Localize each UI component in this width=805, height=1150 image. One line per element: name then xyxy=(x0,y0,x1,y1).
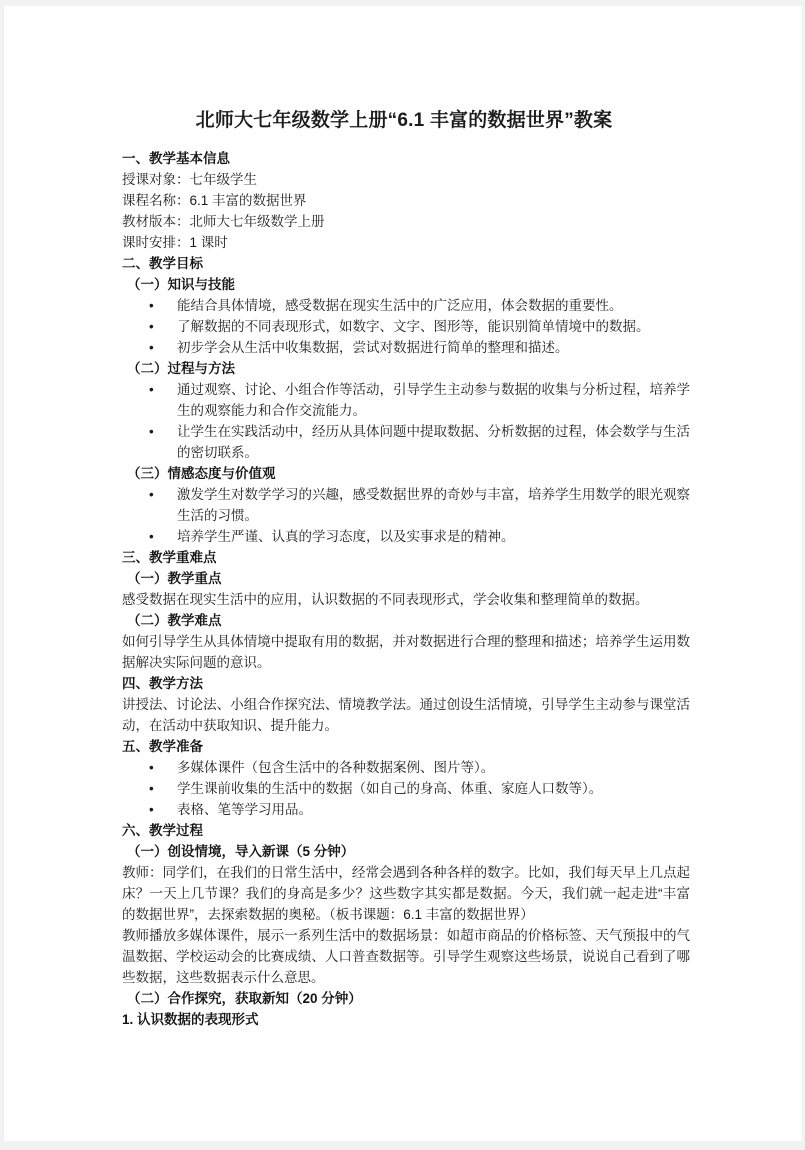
bullet-dot-icon: • xyxy=(149,781,154,796)
list-item-text: 表格、笔等学习用品。 xyxy=(177,802,312,817)
subsection-heading: （二）教学难点 xyxy=(127,613,222,628)
section-heading: 一、教学基本信息 xyxy=(122,151,230,166)
list-item xyxy=(118,421,690,463)
paragraph: 教师播放多媒体课件，展示一系列生活中的数据场景：如超市商品的价格标签、天气预报中的气温数据、学校运动会的比赛成绩、人口普查数据等。引导学生观察这些场景，说说自己看到了哪些数据，这些数据表示什么意思。 xyxy=(122,928,690,985)
bullet-list xyxy=(118,295,690,358)
info-field xyxy=(118,190,690,211)
info-field-value: 6.1 丰富的数据世界 xyxy=(189,193,307,208)
section-heading: 二、教学目标 xyxy=(122,256,203,271)
subsection-heading: （三）情感态度与价值观 xyxy=(127,466,276,481)
bullet-dot-icon: • xyxy=(149,298,154,313)
list-item-text: 能结合具体情境，感受数据在现实生活中的广泛应用，体会数据的重要性。 xyxy=(177,298,623,313)
bullet-dot-icon: • xyxy=(149,340,154,355)
info-field-value: 七年级学生 xyxy=(189,172,257,187)
list-item xyxy=(118,295,690,316)
bullet-dot-icon: • xyxy=(149,487,154,502)
info-field xyxy=(118,169,690,190)
subsection-heading: （二）过程与方法 xyxy=(127,361,235,376)
list-item xyxy=(118,484,690,526)
list-item-text: 了解数据的不同表现形式，如数字、文字、图形等，能识别简单情境中的数据。 xyxy=(177,319,650,334)
list-item xyxy=(118,778,690,799)
list-item-text: 初步学会从生活中收集数据，尝试对数据进行简单的整理和描述。 xyxy=(177,340,569,355)
info-field xyxy=(118,211,690,232)
list-item-text: 让学生在实践活动中，经历从具体问题中提取数据、分析数据的过程，体会数学与生活的密切联系。 xyxy=(177,424,690,460)
page-title: 北师大七年级数学上册“6.1 丰富的数据世界”教案 xyxy=(195,110,613,131)
bullet-list xyxy=(118,379,690,463)
document-body xyxy=(118,148,690,1030)
list-item-text: 多媒体课件（包含生活中的各种数据案例、图片等）。 xyxy=(177,760,495,775)
list-item xyxy=(118,799,690,820)
subsection-heading: （一）知识与技能 xyxy=(127,277,235,292)
subsection-heading: （一）创设情境，导入新课（5 分钟） xyxy=(127,844,355,859)
subsection-heading: （二）合作探究，获取新知（20 分钟） xyxy=(127,991,362,1006)
bullet-dot-icon: • xyxy=(149,319,154,334)
paragraph: 如何引导学生从具体情境中提取有用的数据，并对数据进行合理的整理和描述；培养学生运用数据解决实际问题的意识。 xyxy=(122,634,690,670)
info-field-label: 课程名称： xyxy=(122,193,190,208)
bullet-dot-icon: • xyxy=(149,760,154,775)
paragraph: 教师：同学们，在我们的日常生活中，经常会遇到各种各样的数字。比如，我们每天早上几点起床？一天上几节课？我们的身高是多少？这些数字其实都是数据。今天，我们就一起走进“丰富的数据世界”，去探索数据的奥秘。（板书课题：6.1 丰富的数据世界） xyxy=(122,865,690,922)
info-field-label: 授课对象： xyxy=(122,172,190,187)
subsection-heading: （一）教学重点 xyxy=(127,571,222,586)
section-heading: 五、教学准备 xyxy=(122,739,203,754)
info-field-value: 北师大七年级数学上册 xyxy=(189,214,325,229)
document-page xyxy=(3,6,802,1141)
bullet-list xyxy=(118,757,690,820)
list-item-text: 学生课前收集的生活中的数据（如自己的身高、体重、家庭人口数等）。 xyxy=(177,781,603,796)
section-heading: 三、教学重难点 xyxy=(122,550,217,565)
list-item-text: 激发学生对数学学习的兴趣，感受数据世界的奇妙与丰富，培养学生用数学的眼光观察生活的习惯。 xyxy=(177,487,690,523)
document-content xyxy=(118,106,690,1030)
numbered-heading: 1. 认识数据的表现形式 xyxy=(122,1012,259,1027)
paragraph: 感受数据在现实生活中的应用，认识数据的不同表现形式，学会收集和整理简单的数据。 xyxy=(122,592,649,607)
bullet-dot-icon: • xyxy=(149,802,154,817)
list-item xyxy=(118,526,690,547)
list-item xyxy=(118,379,690,421)
list-item-text: 通过观察、讨论、小组合作等活动，引导学生主动参与数据的收集与分析过程，培养学生的观察能力和合作交流能力。 xyxy=(177,382,690,418)
list-item xyxy=(118,757,690,778)
paragraph: 讲授法、讨论法、小组合作探究法、情境教学法。通过创设生活情境，引导学生主动参与课堂活动，在活动中获取知识、提升能力。 xyxy=(122,697,690,733)
bullet-dot-icon: • xyxy=(149,424,154,439)
list-item xyxy=(118,337,690,358)
info-field-label: 教材版本： xyxy=(122,214,190,229)
bullet-dot-icon: • xyxy=(149,529,154,544)
section-heading: 四、教学方法 xyxy=(122,676,203,691)
bullet-list xyxy=(118,484,690,547)
list-item xyxy=(118,316,690,337)
info-field xyxy=(118,232,690,253)
info-field-label: 课时安排： xyxy=(122,235,190,250)
info-field-value: 1 课时 xyxy=(189,235,228,250)
bullet-dot-icon: • xyxy=(149,382,154,397)
list-item-text: 培养学生严谨、认真的学习态度，以及实事求是的精神。 xyxy=(177,529,515,544)
section-heading: 六、教学过程 xyxy=(122,823,203,838)
